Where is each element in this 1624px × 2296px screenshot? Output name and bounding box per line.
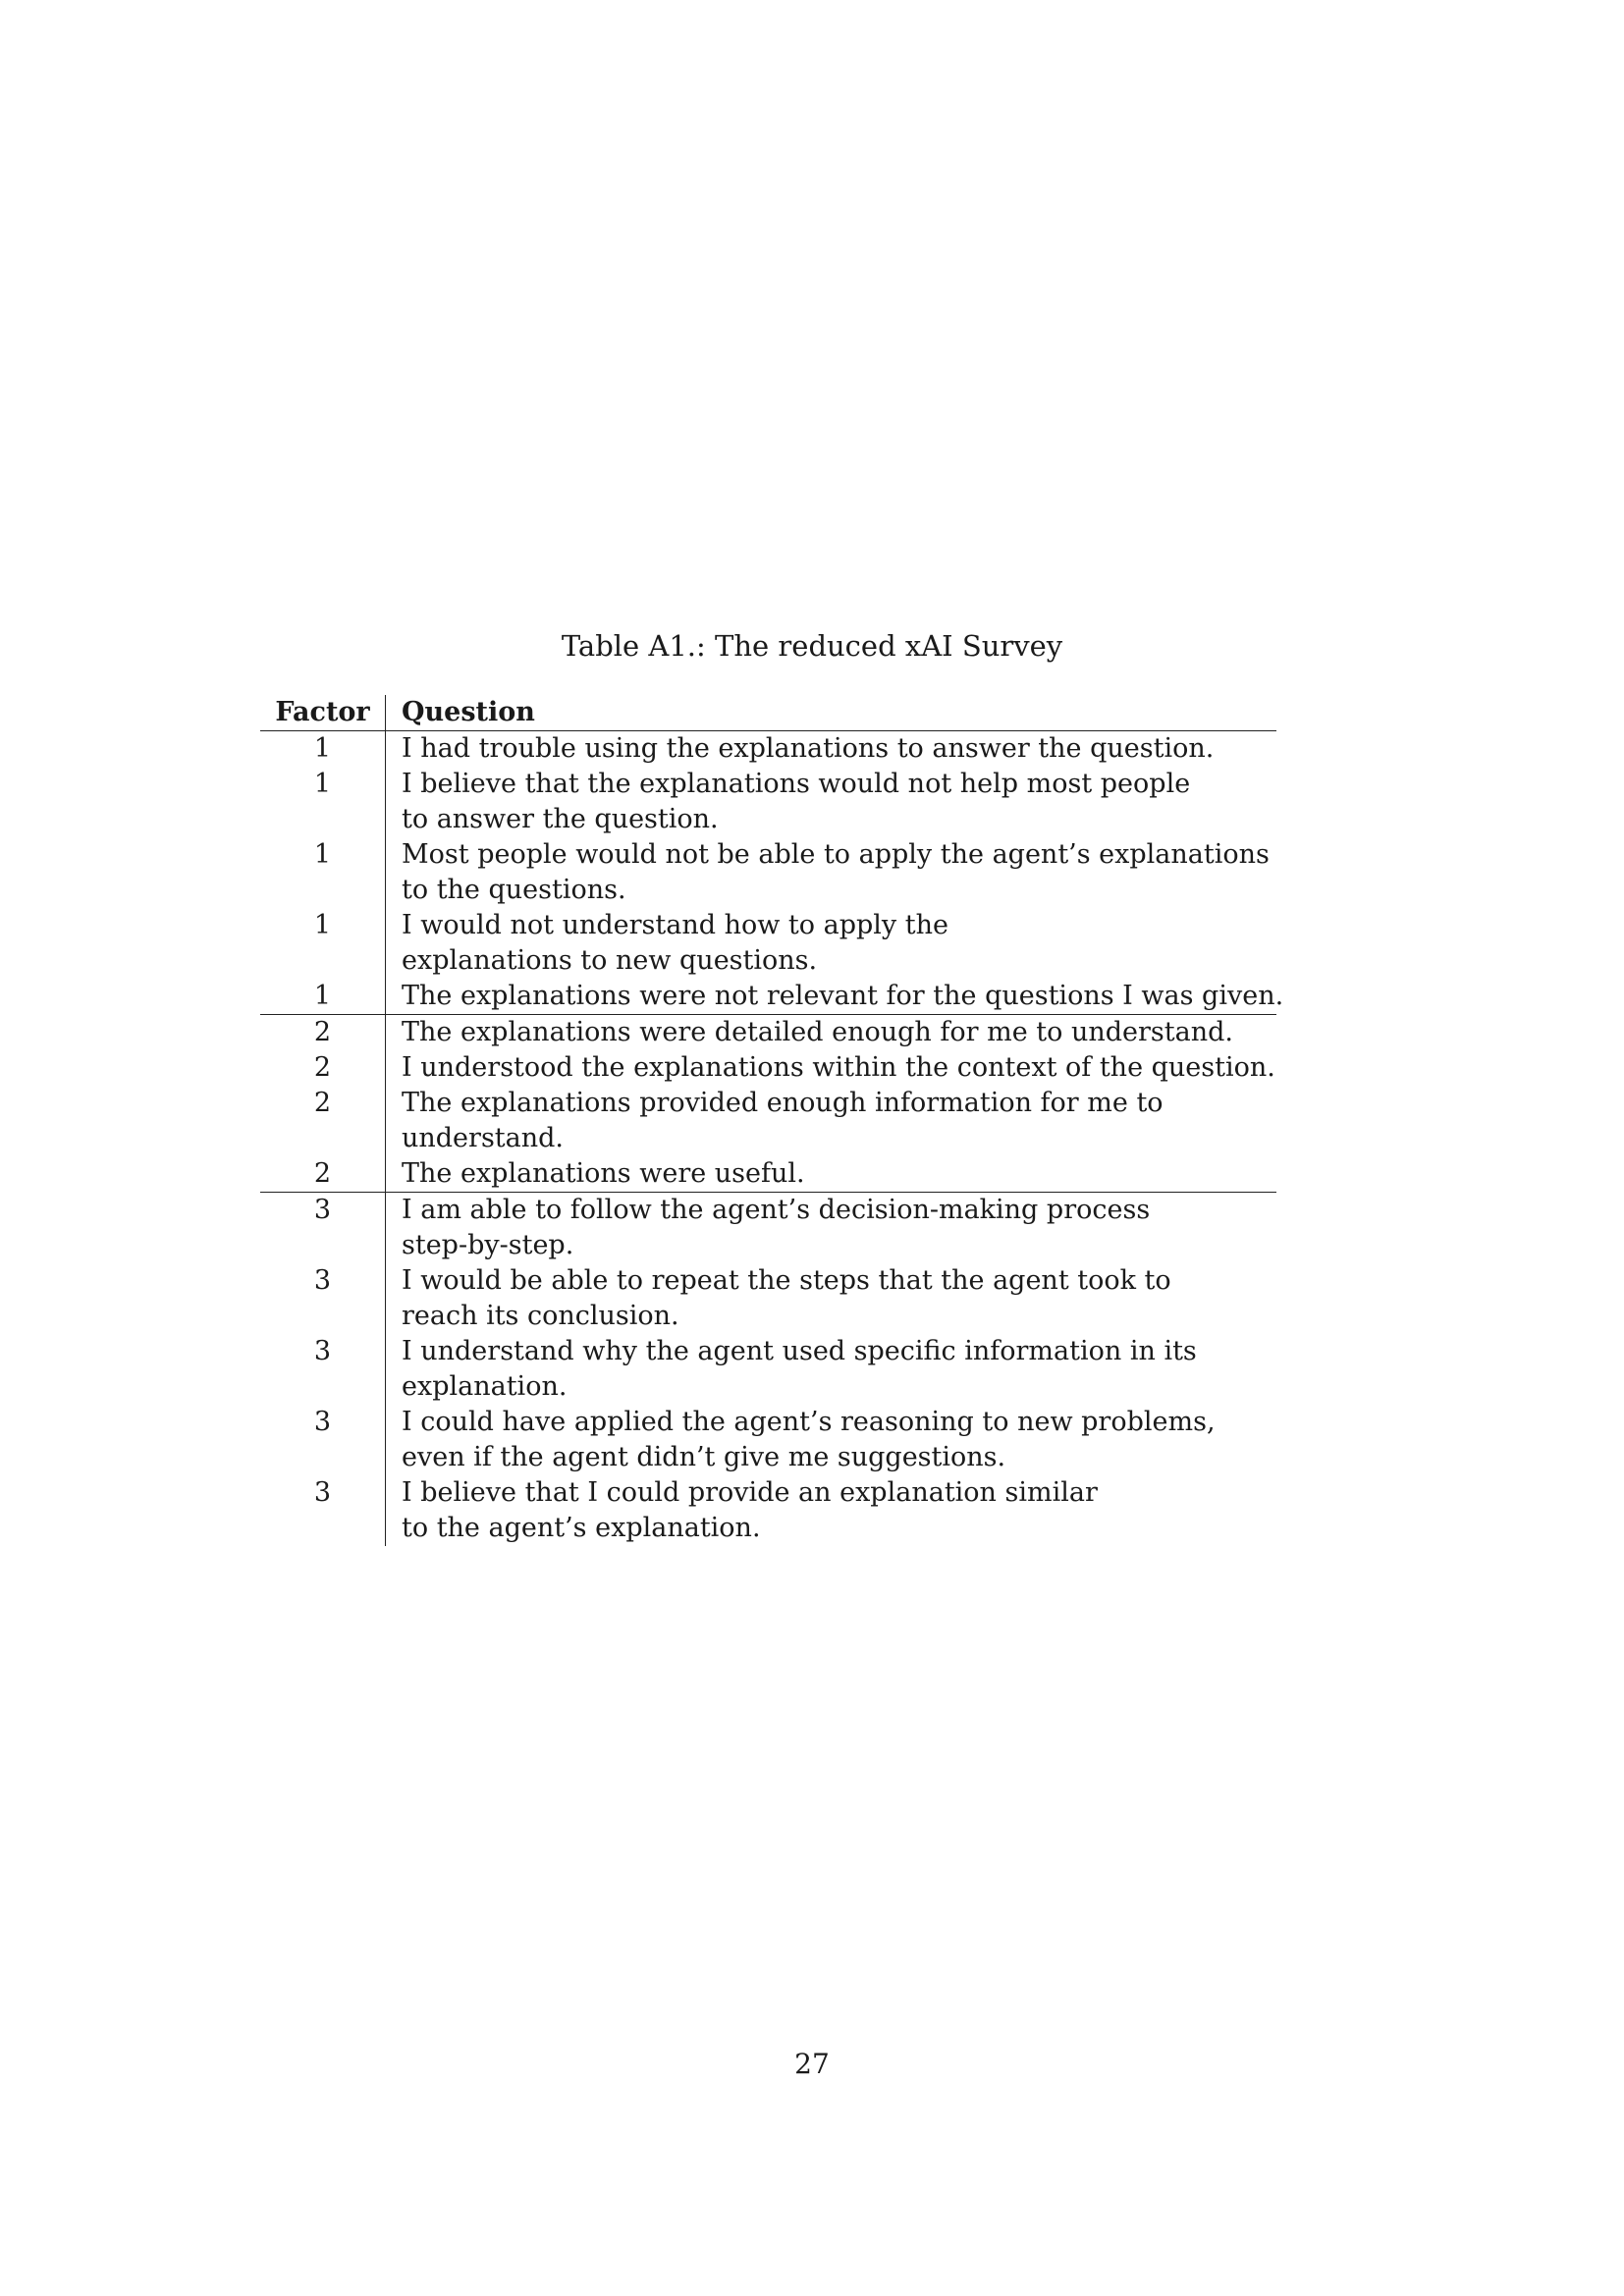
question-cell: [386, 1334, 1276, 1405]
question-line: understand.: [402, 1123, 565, 1153]
table-row: [260, 731, 1276, 767]
factor-cell: 2: [260, 1086, 386, 1156]
question-line: reach its conclusion.: [402, 1301, 679, 1331]
table-row: [260, 1050, 1276, 1086]
question-line: to answer the question.: [402, 804, 719, 834]
question-cell: [386, 979, 1283, 1014]
question-header: Question: [402, 697, 535, 727]
question-cell: [386, 1015, 1276, 1050]
table-row: [260, 1475, 1276, 1546]
question-cell: [386, 908, 1276, 979]
question-line: The explanations were useful.: [402, 1158, 805, 1189]
question-line: I had trouble using the explanations to answer the question.: [402, 733, 1215, 764]
question-cell: [386, 1050, 1276, 1086]
factor-cell: 1: [260, 767, 386, 837]
factor-cell: 2: [260, 1015, 386, 1050]
table-row: [260, 1086, 1276, 1156]
factor-cell: 1: [260, 979, 386, 1014]
question-line: explanation.: [402, 1371, 568, 1402]
question-line: explanations to new questions.: [402, 945, 818, 976]
factor-cell: 1: [260, 837, 386, 908]
table-row: [260, 1405, 1276, 1475]
question-line: I would not understand how to apply the: [402, 910, 948, 940]
table-row: [260, 767, 1276, 837]
factor-cell: 1: [260, 731, 386, 767]
question-line: I believe that the explanations would not help most people: [402, 769, 1191, 799]
page-number: 27: [794, 2048, 830, 2080]
table-row: [260, 1156, 1276, 1193]
factor-header: Factor: [260, 695, 386, 730]
table-row: [260, 979, 1284, 1015]
question-cell: [386, 1405, 1276, 1475]
question-line: I would be able to repeat the steps that the agent took to: [402, 1265, 1171, 1296]
table-header-row: [260, 695, 1276, 731]
question-line: I am able to follow the agent’s decision-making process: [402, 1195, 1151, 1225]
question-cell: [386, 1086, 1276, 1156]
factor-cell: 2: [260, 1156, 386, 1192]
question-line: even if the agent didn’t give me suggestions.: [402, 1442, 1006, 1472]
question-line: The explanations were detailed enough for me to understand.: [402, 1017, 1233, 1047]
question-line: I could have applied the agent’s reasoning to new problems,: [402, 1407, 1216, 1437]
table-row: [260, 1193, 1276, 1263]
question-cell: [386, 1475, 1276, 1546]
question-line: to the agent’s explanation.: [402, 1513, 761, 1543]
factor-cell: 1: [260, 908, 386, 979]
question-line: The explanations provided enough information for me to: [402, 1088, 1164, 1118]
table-row: [260, 1334, 1276, 1405]
question-line: I believe that I could provide an explanation similar: [402, 1477, 1098, 1508]
factor-cell: 3: [260, 1334, 386, 1405]
question-line: The explanations were not relevant for the questions I was given.: [402, 981, 1284, 1011]
question-cell: [386, 1263, 1276, 1334]
factor-cell: 3: [260, 1405, 386, 1475]
question-line: step-by-step.: [402, 1230, 574, 1260]
table-row: [260, 837, 1276, 908]
question-cell: [386, 1156, 1276, 1192]
question-cell: [386, 731, 1276, 767]
table-row: [260, 1263, 1276, 1334]
table-row: [260, 1015, 1276, 1050]
question-cell: [386, 767, 1276, 837]
question-line: I understood the explanations within the context of the question.: [402, 1052, 1275, 1083]
question-line: I understand why the agent used specific information in its: [402, 1336, 1197, 1366]
factor-cell: 3: [260, 1475, 386, 1546]
table-caption: Table A1.: The reduced xAI Survey: [561, 629, 1063, 663]
table-row: [260, 908, 1276, 979]
survey-table: [260, 695, 1284, 1546]
question-line: Most people would not be able to apply the agent’s explanations: [402, 839, 1270, 870]
factor-cell: 3: [260, 1263, 386, 1334]
question-line: to the questions.: [402, 875, 626, 905]
factor-cell: 3: [260, 1193, 386, 1263]
question-cell: [386, 1193, 1276, 1263]
factor-cell: 2: [260, 1050, 386, 1086]
question-cell: [386, 837, 1276, 908]
